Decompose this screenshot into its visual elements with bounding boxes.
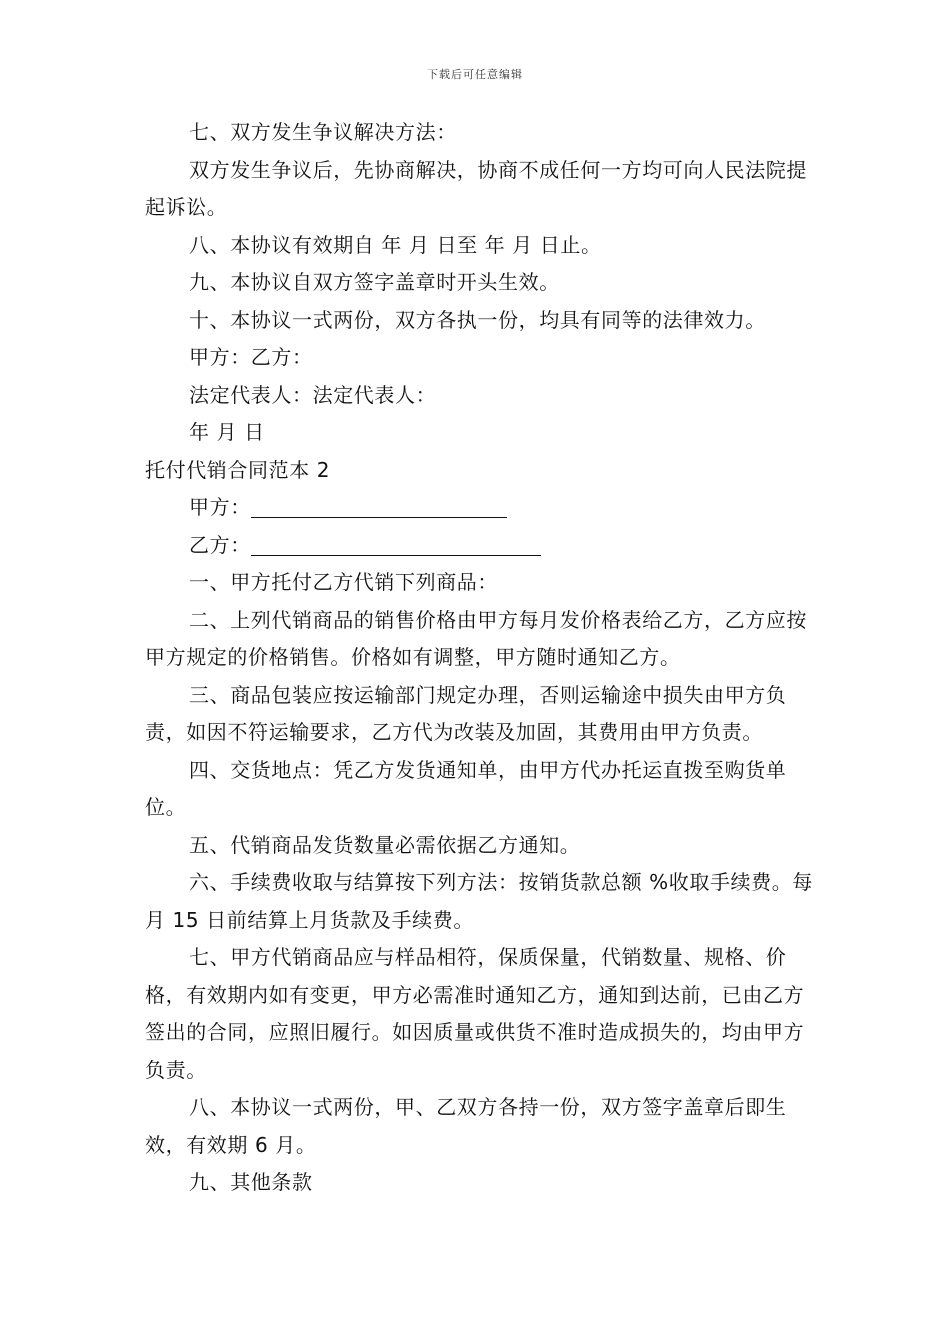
clause-3: 三、商品包装应按运输部门规定办理，否则运输途中损失由甲方负责，如因不符运输要求，乙方代为改装及加固，其费用由甲方负责。	[145, 682, 787, 744]
contract-2-title: 托付代销合同范本 2	[145, 457, 331, 482]
document-body	[145, 114, 813, 1202]
clause-9: 九、其他条款	[189, 1170, 313, 1194]
clause-2: 二、上列代销商品的销售价格由甲方每月发价格表给乙方，乙方应按甲方规定的价格销售。价格如有调整，甲方随时通知乙方。	[145, 607, 807, 669]
section-7-text: 双方发生争议后，先协商解决，协商不成任何一方均可向人民法院提起诉讼。	[145, 157, 807, 219]
clause-1: 一、甲方托付乙方代销下列商品：	[189, 570, 498, 594]
party-b-label: 乙方：	[189, 532, 251, 557]
section-8-text: 八、本协议有效期自 年 月 日至 年 月 日止。	[189, 232, 602, 257]
party-b-blank	[251, 529, 541, 556]
party-a-blank	[251, 491, 507, 518]
party-a-line	[145, 489, 813, 527]
clause-8: 八、本协议一式两份，甲、乙双方各持一份，双方签字盖章后即生效，有效期 6 月。	[145, 1095, 787, 1157]
party-b-line	[145, 527, 813, 565]
clause-6: 六、手续费收取与结算按下列方法：按销货款总额 %收取手续费。每月 15 日前结算上月货款及手续费。	[145, 870, 813, 932]
clause-7: 七、甲方代销商品应与样品相符，保质保量，代销数量、规格、价格，有效期内如有变更，甲方必需准时通知乙方，通知到达前，已由乙方签出的合同，应照旧履行。如因质量或供货不准时造成损失的，均由甲方负责。	[145, 945, 805, 1082]
page-header: 下载后可任意编辑	[427, 68, 523, 81]
signature-date: 年 月 日	[189, 420, 265, 444]
section-7-heading: 七、双方发生争议解决方法：	[189, 120, 457, 144]
signature-parties: 甲方：乙方：	[189, 345, 313, 369]
clause-5: 五、代销商品发货数量必需依据乙方通知。	[189, 832, 581, 857]
section-10-text: 十、本协议一式两份，双方各执一份，均具有同等的法律效力。	[189, 307, 766, 332]
party-a-label: 甲方：	[189, 495, 251, 519]
signature-representatives: 法定代表人：法定代表人：	[189, 382, 437, 407]
section-9-text: 九、本协议自双方签字盖章时开头生效。	[189, 270, 560, 294]
clause-4: 四、交货地点：凭乙方发货通知单，由甲方代办托运直拨至购货单位。	[145, 757, 787, 819]
